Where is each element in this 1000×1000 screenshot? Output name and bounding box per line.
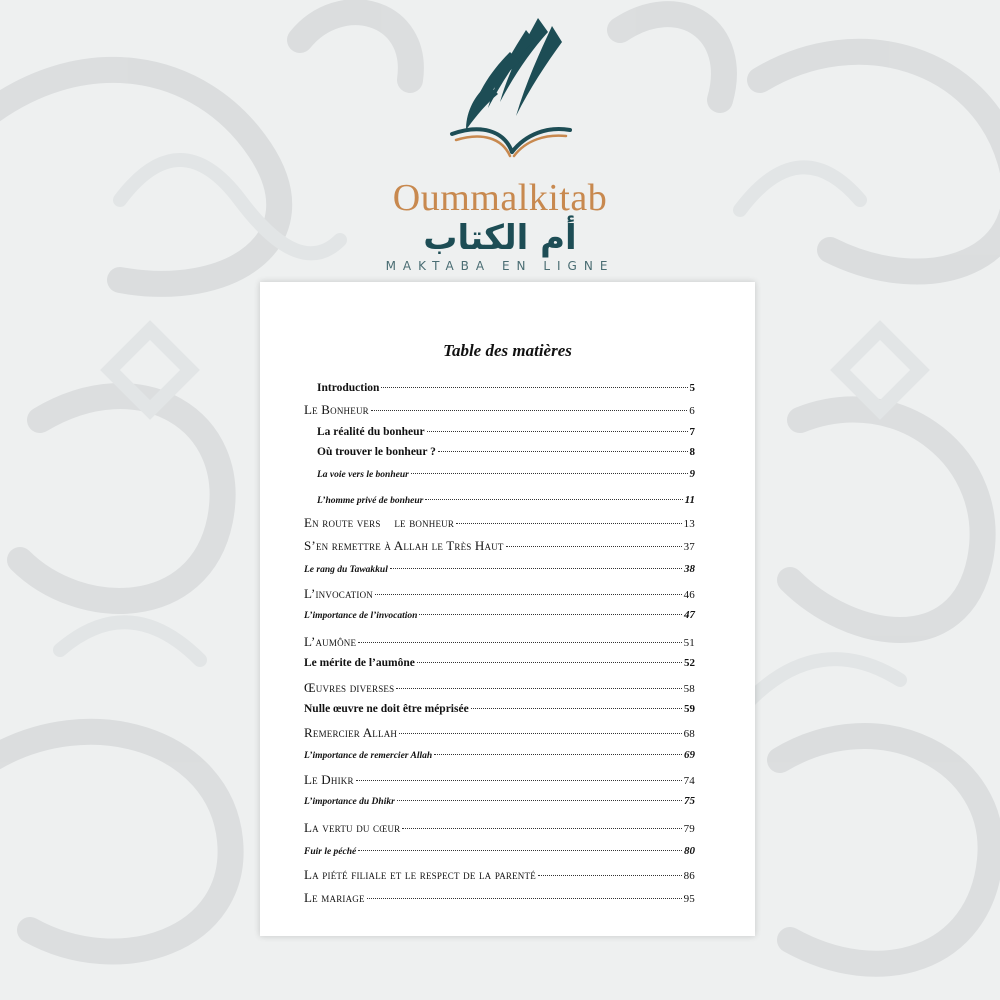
toc-entry	[304, 725, 695, 741]
brand-arabic-name: أم الكتاب	[423, 218, 577, 258]
toc-leader	[456, 523, 682, 524]
toc-entry	[304, 820, 695, 836]
toc-entry-label: L’importance de l’invocation	[304, 611, 418, 621]
toc-entry	[304, 586, 695, 602]
toc-entry-label: L’invocation	[304, 586, 373, 601]
toc-entry-page: 51	[683, 637, 695, 649]
toc-entry-page: 11	[684, 494, 695, 506]
toc-leader	[417, 662, 682, 663]
toc-leader	[411, 473, 688, 474]
toc-entry-label: La piété filiale et le respect de la parenté	[304, 867, 536, 882]
toc-entry-label: En route vers le bonheur	[304, 515, 455, 530]
toc-entry	[304, 402, 695, 418]
toc-entry-label: Fuir le péché	[304, 847, 357, 857]
toc-entry-label: Œuvres diverses	[304, 680, 395, 695]
toc-entry	[304, 563, 695, 575]
toc-leader	[419, 614, 682, 615]
toc-entry-page: 59	[684, 703, 695, 715]
toc-entry-page: 47	[684, 609, 695, 621]
toc-entry-page: 95	[683, 893, 695, 905]
toc-entry	[304, 538, 695, 554]
toc-entry-label: La réalité du bonheur	[317, 426, 425, 438]
toc-leader	[358, 850, 682, 851]
toc-entry-label: La voie vers le bonheur	[317, 470, 409, 480]
toc-title: Table des matières	[443, 341, 572, 360]
toc-entry-page: 58	[683, 683, 695, 695]
toc-entry-label: L’importance de remercier Allah	[304, 751, 433, 761]
toc-leader	[399, 733, 682, 734]
toc-entry-label: Remercier Allah	[304, 725, 398, 740]
toc-leader	[371, 410, 687, 411]
toc-entry	[304, 515, 695, 531]
toc-entry-label: Introduction	[317, 382, 380, 394]
toc-entry-page: 69	[684, 749, 695, 761]
toc-leader	[506, 546, 682, 547]
toc-entry-label: L’homme privé de bonheur	[317, 496, 424, 506]
toc-entry-label: Nulle œuvre ne doit être méprisée	[304, 703, 469, 715]
toc-leader	[402, 828, 681, 829]
toc-entry-label: Où trouver le bonheur ?	[317, 446, 436, 458]
toc-entry	[304, 749, 695, 761]
book-page	[260, 282, 755, 936]
toc-entry-page: 52	[684, 657, 695, 669]
toc-entry-page: 7	[689, 426, 695, 438]
toc-leader	[427, 431, 688, 432]
toc-leader	[375, 594, 682, 595]
quill-book-icon	[430, 12, 580, 172]
toc-entry	[304, 680, 695, 696]
toc-leader	[367, 898, 682, 899]
toc-leader	[397, 800, 682, 801]
toc-entry-page: 86	[683, 870, 695, 882]
toc-leader	[471, 708, 682, 709]
toc-entry-page: 68	[683, 728, 695, 740]
toc-leader	[438, 451, 688, 452]
toc-entry	[317, 468, 695, 480]
toc-leader	[390, 568, 682, 569]
toc-leader	[381, 387, 687, 388]
toc-entry-page: 38	[684, 563, 695, 575]
toc-entry-page: 13	[683, 518, 695, 530]
toc-entry-label: L’aumône	[304, 634, 357, 649]
toc-entry	[304, 795, 695, 807]
toc-leader	[356, 780, 682, 781]
toc-entry	[304, 772, 695, 788]
toc-entry-label: Le mariage	[304, 890, 365, 905]
toc-entry-page: 74	[683, 775, 695, 787]
toc-entry	[317, 446, 695, 458]
toc-entry	[304, 845, 695, 857]
toc-entry-page: 6	[689, 405, 695, 417]
toc-entry	[304, 867, 695, 883]
toc-entry	[304, 609, 695, 621]
toc-leader	[434, 754, 682, 755]
toc-entry	[304, 634, 695, 650]
toc-entry-label: La vertu du cœur	[304, 820, 401, 835]
brand-tagline: MAKTABA EN LIGNE	[385, 259, 615, 273]
toc-leader	[425, 499, 682, 500]
toc-entry	[304, 657, 695, 669]
toc-entry-label: Le Bonheur	[304, 402, 369, 417]
toc-leader	[358, 642, 681, 643]
toc-entry-page: 37	[683, 541, 695, 553]
brand-name: Oummalkitab	[392, 177, 608, 219]
toc-entry-label: S’en remettre à Allah le Très Haut	[304, 538, 504, 553]
toc-leader	[538, 875, 682, 876]
toc-entry-page: 5	[689, 382, 695, 394]
toc-entry-page: 46	[683, 589, 695, 601]
toc-entry-label: L’importance du Dhikr	[304, 797, 395, 807]
toc-leader	[396, 688, 681, 689]
toc-entry-page: 9	[689, 468, 695, 480]
toc-entry	[317, 494, 695, 506]
toc-entry	[317, 382, 695, 394]
toc-entry-page: 80	[684, 845, 695, 857]
brand-logo	[0, 0, 1000, 280]
toc-entry-page: 79	[683, 823, 695, 835]
toc-entry-label: Le Dhikr	[304, 772, 354, 787]
toc-entry	[304, 703, 695, 715]
toc-entry	[317, 426, 695, 438]
toc-entry-page: 8	[689, 446, 695, 458]
toc-entry-page: 75	[684, 795, 695, 807]
toc-entry-label: Le rang du Tawakkul	[304, 565, 388, 575]
toc-entry	[304, 890, 695, 906]
toc-entry-label: Le mérite de l’aumône	[304, 657, 415, 669]
